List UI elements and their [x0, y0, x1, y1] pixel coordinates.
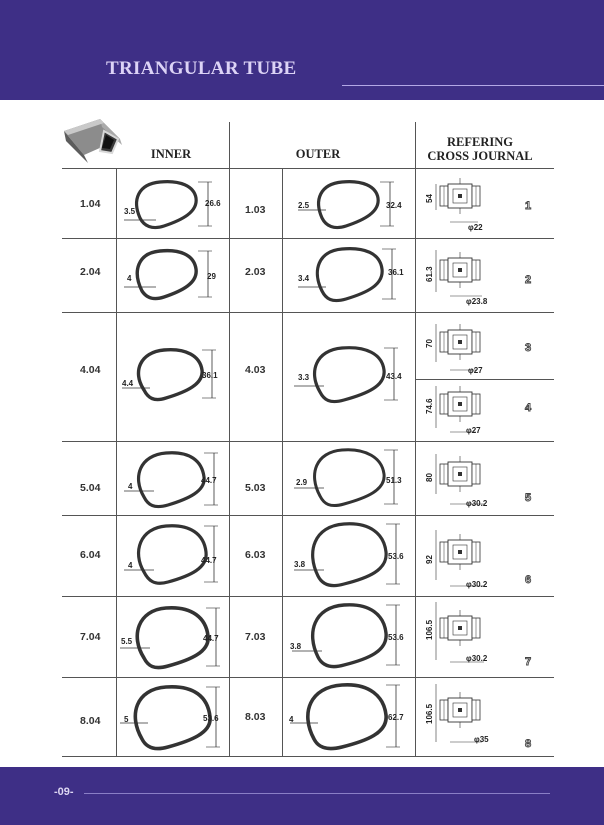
- outer-code: 4.03: [245, 364, 266, 376]
- inner-code: 8.04: [80, 715, 101, 727]
- inner-wall-thickness: 4: [127, 274, 132, 283]
- journal-diameter: φ27: [468, 366, 483, 375]
- inner-code: 1.04: [80, 198, 101, 210]
- page-title: TRIANGULAR TUBE: [106, 58, 297, 79]
- outer-height: 43.4: [386, 372, 402, 381]
- journal-number: 5: [525, 492, 532, 504]
- outer-code: 2.03: [245, 266, 266, 278]
- inner-height: 44.7: [201, 556, 217, 565]
- cross-journal-4-drawing: [440, 386, 480, 422]
- journal-length: 54: [425, 194, 434, 203]
- inner-wall-thickness: 4: [128, 482, 133, 491]
- inner-height: 36.1: [202, 371, 218, 380]
- journal-length: 61.3: [425, 266, 434, 282]
- outer-code: 7.03: [245, 631, 266, 643]
- cross-journal-6-drawing: [440, 534, 480, 570]
- journal-length: 106.5: [425, 619, 434, 640]
- journal-number: 8: [525, 738, 532, 750]
- journal-diameter: φ23.8: [466, 297, 488, 306]
- journal-length: 70: [425, 339, 434, 348]
- outer-code: 1.03: [245, 204, 266, 216]
- journal-number: 3: [525, 342, 532, 354]
- outer-height: 53.6: [388, 633, 404, 642]
- inner-height: 29: [207, 272, 216, 281]
- inner-wall-thickness: 4: [128, 561, 133, 570]
- outer-height: 53.6: [388, 552, 404, 561]
- cross-journal-1-drawing: [440, 178, 480, 214]
- inner-height: 53.6: [203, 714, 219, 723]
- outer-wall-thickness: 3.8: [290, 642, 302, 651]
- footer-rule: [84, 793, 550, 794]
- outer-height: 62.7: [388, 713, 404, 722]
- journal-diameter: φ35: [474, 735, 489, 744]
- column-header-refering: REFERING: [447, 135, 513, 149]
- outer-wall-thickness: 3.3: [298, 373, 310, 382]
- inner-wall-thickness: 3.5: [124, 207, 136, 216]
- column-header-outer: OUTER: [295, 147, 341, 161]
- inner-code: 7.04: [80, 631, 101, 643]
- outer-code: 8.03: [245, 711, 266, 723]
- inner-height: 44.7: [201, 476, 217, 485]
- page-number: -09-: [54, 786, 74, 798]
- journal-number: 4: [525, 402, 532, 414]
- cross-journal-3-drawing: [440, 324, 480, 360]
- inner-wall-thickness: 4.4: [122, 379, 134, 388]
- outer-code: 5.03: [245, 482, 266, 494]
- inner-code: 2.04: [80, 266, 101, 278]
- column-header-cross-journal: CROSS JOURNAL: [427, 149, 533, 163]
- journal-length: 74.6: [425, 398, 434, 414]
- journal-number: 6: [525, 574, 532, 586]
- journal-number: 2: [525, 274, 532, 286]
- outer-wall-thickness: 2.5: [298, 201, 310, 210]
- journal-length: 92: [425, 555, 434, 564]
- journal-diameter: φ27: [466, 426, 481, 435]
- inner-code: 4.04: [80, 364, 101, 376]
- journal-diameter: φ30.2: [466, 654, 488, 663]
- footer-band: [0, 767, 604, 825]
- cross-journal-8-drawing: [440, 692, 480, 728]
- journal-number: 1: [525, 200, 532, 212]
- cross-journal-7-drawing: [440, 610, 480, 646]
- outer-code: 6.03: [245, 549, 266, 561]
- journal-diameter: φ30.2: [466, 580, 488, 589]
- outer-wall-thickness: 2.9: [296, 478, 308, 487]
- outer-wall-thickness: 3.8: [294, 560, 306, 569]
- inner-height: 44.7: [203, 634, 219, 643]
- inner-code: 5.04: [80, 482, 101, 494]
- cross-journal-5-drawing: [440, 456, 480, 492]
- inner-height: 26.6: [205, 199, 221, 208]
- outer-height: 32.4: [386, 201, 402, 210]
- inner-wall-thickness: 5.5: [121, 637, 133, 646]
- column-header-inner: INNER: [150, 147, 192, 161]
- journal-length: 80: [425, 473, 434, 482]
- inner-code: 6.04: [80, 549, 101, 561]
- journal-number: 7: [525, 656, 532, 668]
- journal-diameter: φ30.2: [466, 499, 488, 508]
- outer-height: 36.1: [388, 268, 404, 277]
- inner-wall-thickness: 5: [124, 715, 129, 724]
- outer-wall-thickness: 4: [289, 715, 294, 724]
- outer-wall-thickness: 3.4: [298, 274, 310, 283]
- journal-diameter: φ22: [468, 223, 483, 232]
- cross-journal-2-drawing: [440, 252, 480, 288]
- journal-length: 106.5: [425, 703, 434, 724]
- outer-height: 51.3: [386, 476, 402, 485]
